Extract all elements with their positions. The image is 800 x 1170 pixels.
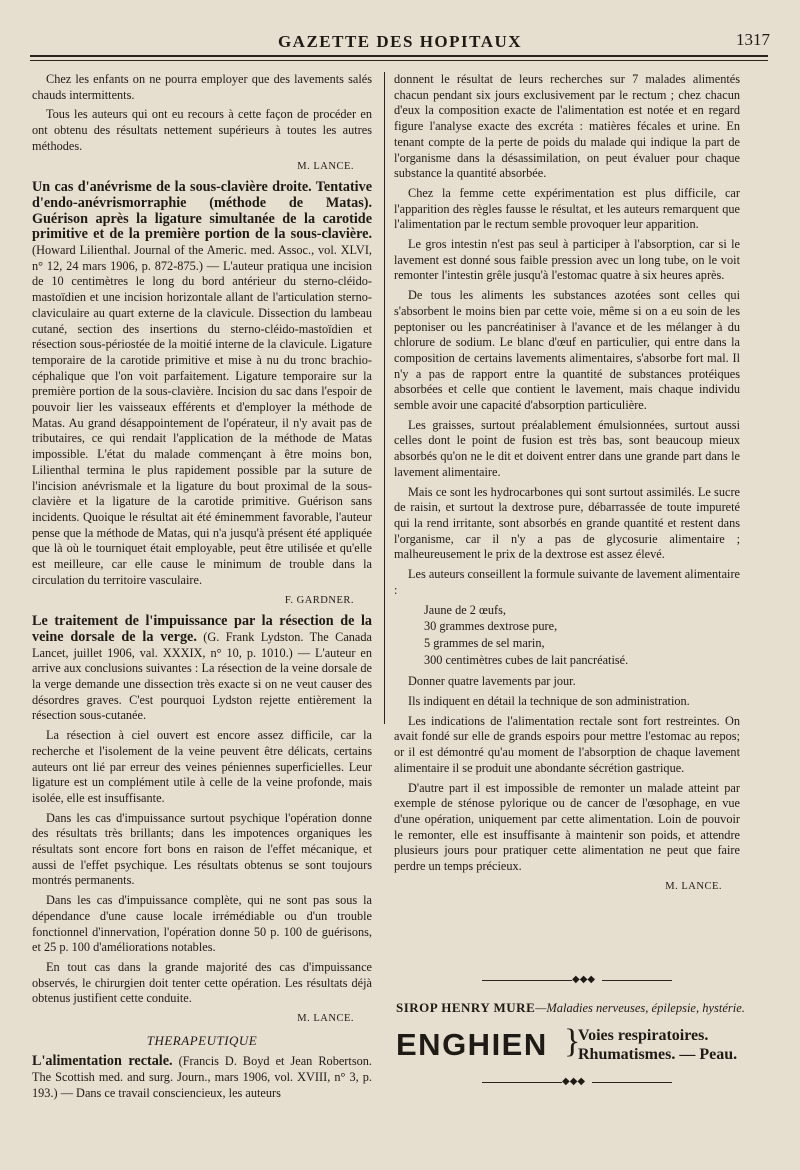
paragraph: En tout cas dans la grande majorité des cas d'impuissance observés, le chirurgien doit tenter cette opération. Les résultats déjà obtenus justifient cette conduite. [32,959,372,1006]
paragraph: Ils indiquent en détail la technique de son administration. [408,694,690,709]
article-body: (G. Frank Lydston. The Canada Lancet, juillet 1906, val. XXXIX, n° 10, p. 1010.) — L'auteur en arrive aux conclusions suivantes : La résection de la veine dorsale de la verge demande une dissection très exacte si on ne veut causer des désordres graves. C'est pourquoi Lydston rejette entièrement la résection sous-cutanée. [32,629,372,723]
author-signature: M. LANCE. [665,880,722,892]
ad-separator-right [602,980,672,981]
paragraph: Dans les cas d'impuissance surtout psychique l'opération donne des résultats très brillants; dans les impotences organiques les résultats sont encore fort bons en raison de l'effet mécanique, et aussi de l'effet psychique. Les résultats obtenus se sont toujours montrés permanents. [32,810,372,888]
article-title: L'alimentation rectale. [32,1053,173,1070]
page-number: 1317 [736,30,770,49]
ad-separator-left [482,980,572,981]
ad-text: —Maladies nerveuses, épilepsie, hystérie. [535,1001,745,1015]
paragraph: Dans les cas d'impuissance complète, qui ne sont pas sous la dépendance d'une cause locale irrémédiable ou d'un trouble fonctionnel d'innervation, l'opération donne 50 p. 100 de guérisons, et 25 p. 100 d'améliorations notables. [32,893,372,955]
recipe-item: 5 grammes de sel marin, [424,635,545,650]
paragraph: D'autre part il est impossible de remonter un malade atteint par exemple de sténose pylorique ou de cancer de l'œsophage, en vue d'une opération, uniquement par cette alimentation. Loin de pouvoir le remonter, elle est insuffisante à maintenir son poids, et attendre plusieurs jours pour pratiquer cette alimentation ne peut que faire perdre un temps précieux. [394,780,740,874]
author-signature: M. LANCE. [297,160,354,172]
left-column [32,72,372,1106]
article-title: Un cas d'anévrisme de la sous-clavière droite. Tentative d'endo-anévrismorraphie (méthode de Matas). Guérison après la ligature simultanée de la carotide primitive et de la première portion de la sous-clavière. [32,179,372,243]
paragraph: Les indications de l'alimentation rectale sont fort restreintes. On avait fondé sur elle de grands espoirs pour mettre l'estomac au repos; or il est démontré qu'au moment de l'absorption de chaque lavement alimentaire il se produit une abondante sécrétion gastrique. [394,713,740,775]
brace-icon: } [564,1023,581,1060]
journal-title: GAZETTE DES HOPITAUX [277,32,523,51]
header-rule-thick [30,55,768,57]
ornament-icon: ◆◆◆ [562,1076,586,1087]
paragraph: Les graisses, surtout préalablement émulsionnées, surtout aussi celles dont le point de fusion est très bas, sont beaucoup mieux absorbés qu'on ne le dit et doivent entrer dans une grande part dans le lavement alimentaire. [394,417,740,479]
ad-line: Rhumatismes. — Peau. [578,1046,738,1063]
author-signature: F. GARDNER. [284,594,354,606]
paragraph: Chez les enfants on ne pourra employer que des lavements salés chauds intermittents. [32,72,372,102]
column-divider [384,72,385,724]
recipe-list [424,603,740,669]
advertisement-sirop [396,1000,745,1016]
recipe-item: 300 centimètres cubes de lait pancréatisé. [424,652,629,667]
ad-brand: ENGHIEN [396,1027,548,1062]
article-body: (Howard Lilienthal. Journal of the Americ. med. Assoc., vol. XLVI, n° 12, 24 mars 1906, p. 872-875.) — L'auteur pratiqua une incision de 10 centimètres le long du bord antérieur du sterno-cléido-mastoïdien et une incision horizontale allant de l'articulation sterno-claviculaire au quart externe de la clavicule. Dissection du lambeau cutané, section des insertions du sterno-cléido-mastoïdien et résection sous-périostée de la moitié interne de la clavicule. Ligature temporaire de la carotide primitive et mise à nu du tronc brachio-céphalique que l'on voit parfaitement. Ligature temporaire sur la première portion de la sous-clavière. Incision du sac dans l'espoir de pouvoir lier les vaisseaux efférents et d'employer la méthode de Matas. Au grand désappointement de l'opérateur, il n'y avait pas de tributaires, ce qui rendait l'application de la méthode de Matas impossible. L'état du malade commençant à être moins bon, Lilienthal termina le plus rapidement possible par la suture de l'incision anévrismale et la ligature du bout proximal de la sous-clavière et la ligature de la carotide primitive. Guérison sans incidents. Quoique le résultat ait été éminemment favorable, l'auteur pense que la méthode de Matas, qui n'a jusqu'à présent été appliquée que là où le tourniquet était employable, peut être utilisée et qu'elle est meilleure, car elle cause le minimum de trouble dans la circulation du territoire vasculaire. [32,243,372,587]
paragraph: Chez la femme cette expérimentation est plus difficile, car l'apparition des règles fausse le résultat, et les auteurs remarquent que l'alimentation par le rectum semble provoquer leur apparition. [394,185,740,232]
paragraph: Les auteurs conseillent la formule suivante de lavement alimentaire : [394,567,740,597]
right-column [394,72,740,900]
header-rule-thin [30,60,768,61]
ad-line: Voies respiratoires. [578,1027,709,1044]
ornament-icon: ◆◆◆ [572,974,596,985]
author-signature: M. LANCE. [297,1013,354,1025]
ad-brand: SIROP HENRY MURE [396,1000,536,1015]
section-heading: THERAPEUTIQUE [146,1032,258,1048]
paragraph: donnent le résultat de leurs recherches sur 7 malades alimentés chacun pendant six jours exclusivement par le rectum ; chez chacun d'eux la composition exacte de l'alimentation est notée et en regard figure l'analyse exacte des excréta : matières fécales et urine. En tenant compte de la perte de poids du malade qui indique la part de l'organisme dans la désassimilation, on peut évaluer pour chaque substance la quantité absorbée. [394,72,740,181]
paragraph: De tous les aliments les substances azotées sont celles qui s'absorbent le moins bien par cette voie, même si on a eu soin de les peptoniser ou les pancréatiniser à l'avance et de les mélanger à du chlorure de sodium. Le blanc d'œuf en particulier, qui entre dans la composition de certains lavements alimentaires, s'absorbe fort mal. Il n'y a pas de rapport entre la quantité de substances protéiques absorbées et celle que contient le lavement, mais chaque individu semble avoir une capacité d'absorption particulière. [394,288,740,413]
paragraph: La résection à ciel ouvert est encore assez difficile, car la recherche et l'isolement de la veine peuvent être délicats, certains auteurs ont lié par erreur des veines péniennes superficielles. Leur ligature est un complément utile à celle de la veine profonde, mais isolée, elle est insuffisante. [32,728,372,805]
ad-separator-right [592,1082,672,1083]
recipe-item: Jaune de 2 œufs, [424,602,506,617]
paragraph: Mais ce sont les hydrocarbones qui sont surtout assimilés. Le sucre de raisin, et surtout la dextrose pure, débarrassée de toute impureté qui la rend irritante, sont absorbés en grande quantité et restent dans l'organisme, car il n'y a pas de glycosurie alimentaire ; malheureusement le prix de la dextrose est assez élevé. [394,484,740,562]
paragraph: Donner quatre lavements par jour. [408,674,576,689]
ad-separator-left [482,1082,562,1083]
advertisement-enghien [396,1025,746,1065]
article-title: Le traitement de l'impuissance par la résection de la veine dorsale de la verge. [32,613,372,645]
article-body: (Francis D. Boyd et Jean Robertson. The Scottish med. and surg. Journ., mars 1906, vol. XVIII, n° 3, p. 193.) — Dans ce travail consciencieux, les auteurs [32,1054,372,1100]
paragraph: Le gros intestin n'est pas seul à participer à l'absorption, car si le lavement est donné sous faible pression avec un long tube, on le voit remonter l'intestin grêle jusqu'à l'estomac quatre à six heures après. [394,237,740,283]
paragraph: Tous les auteurs qui ont eu recours à cette façon de procéder en ont obtenu des résultats nettement supérieurs à toutes les autres méthodes. [32,107,372,153]
recipe-item: 30 grammes dextrose pure, [424,619,558,634]
